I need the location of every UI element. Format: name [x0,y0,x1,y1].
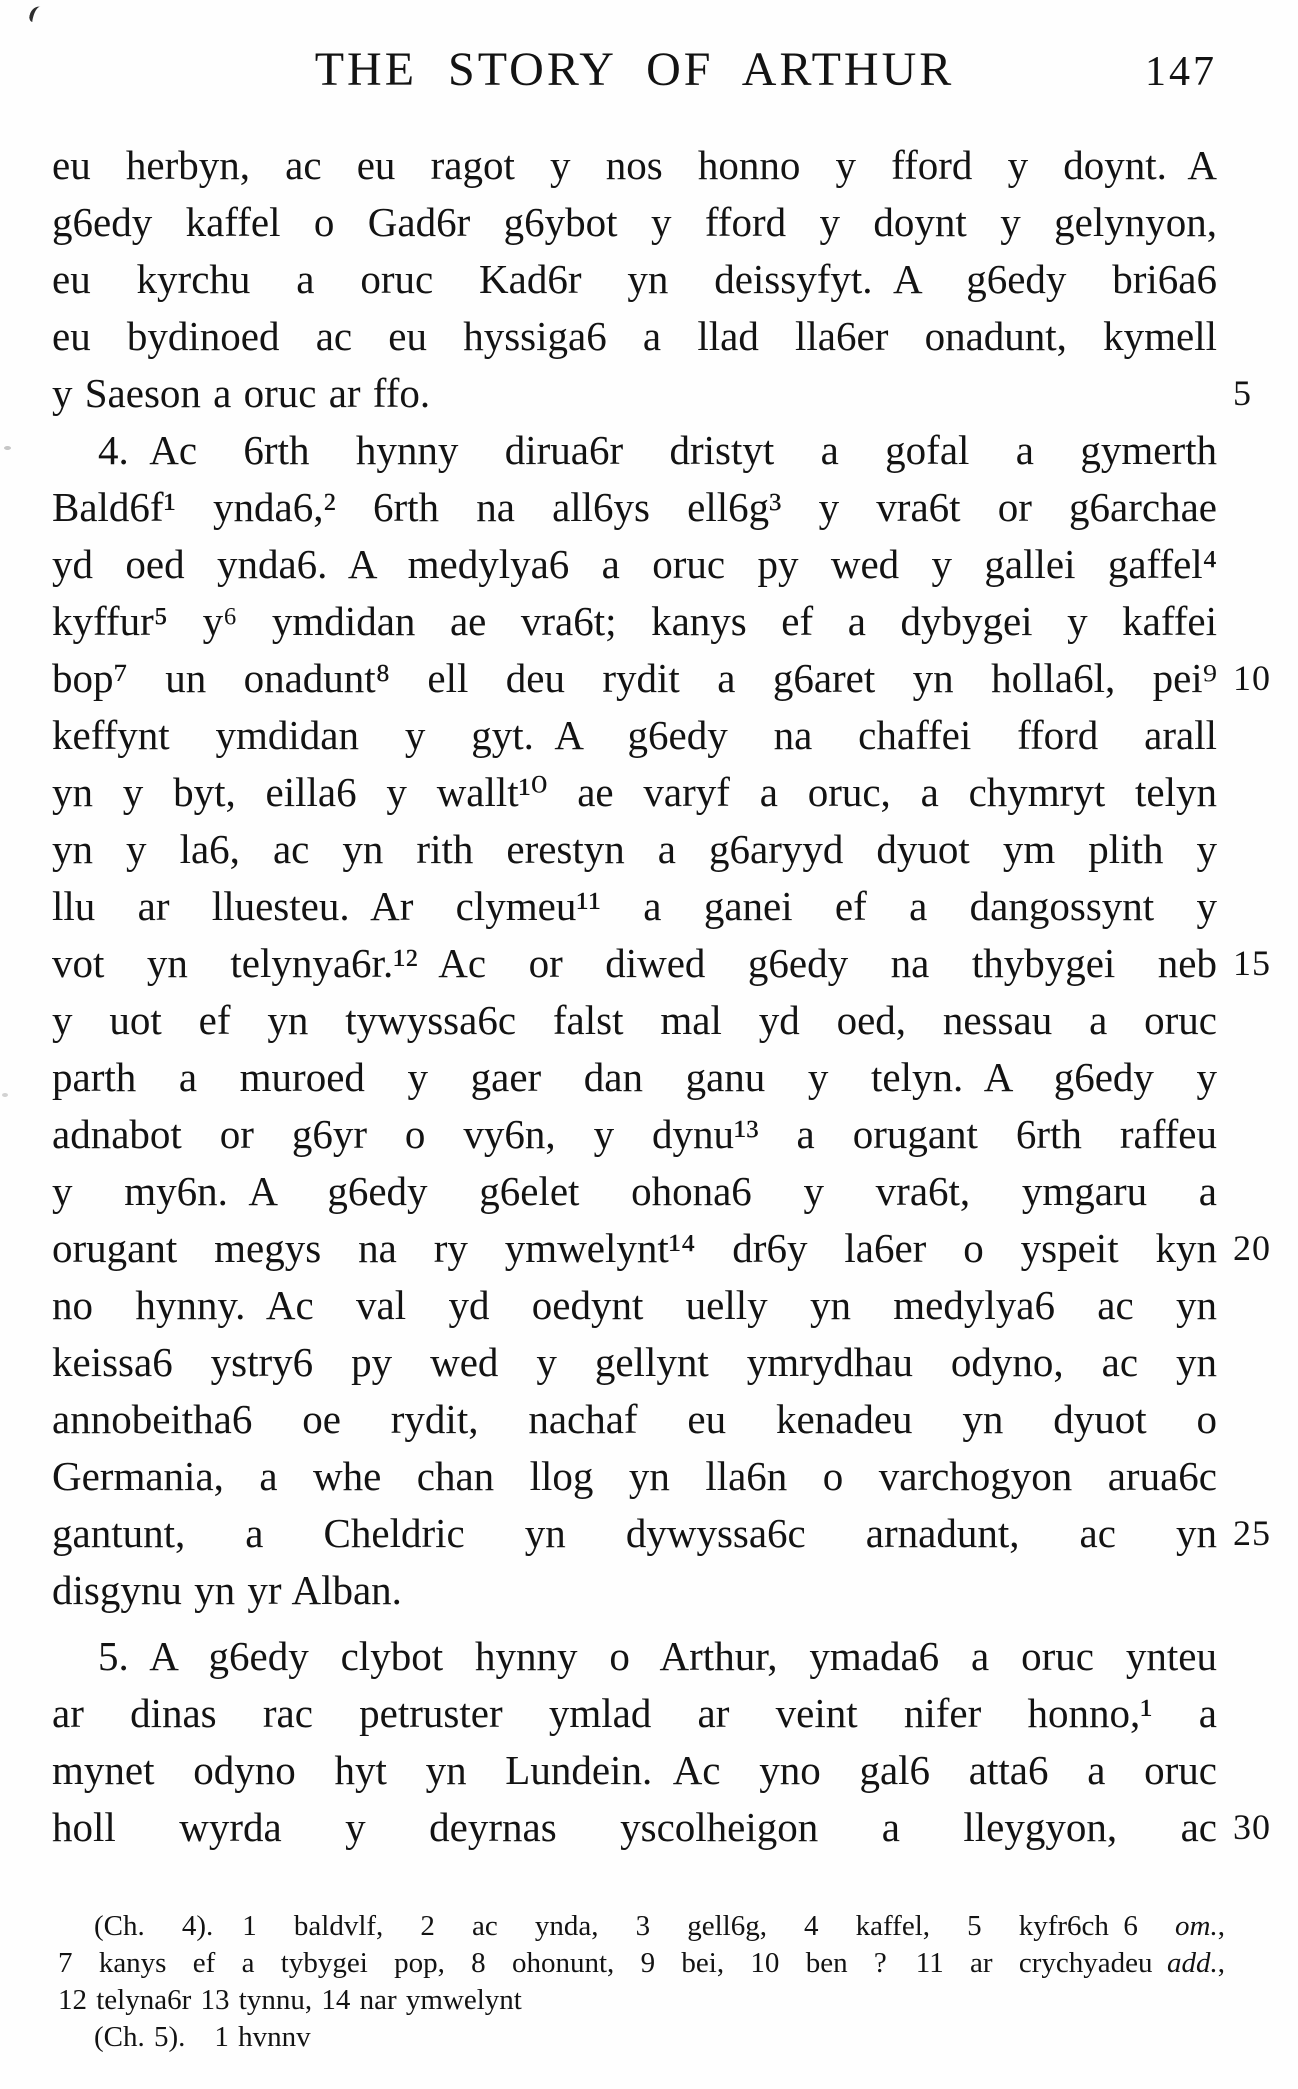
scan-artifact-speck [2,1093,8,1097]
footnote-text: (Ch. 5). 1 hvnnv [94,2021,311,2053]
margin-line-number: 15 [1233,943,1271,983]
text-line-text: yn y byt, eilla6 y wallt¹⁰ ae varyf a oruc, a chymryt telyn [52,769,1217,815]
text-line-text: y Saeson a oruc ar ffo. [52,370,431,416]
footnote-italic-abbrev: add. [1167,1947,1218,1979]
text-line-text: keissa6 ystry6 py wed y gellynt ymrydhau odyno, ac yn [52,1339,1217,1385]
text-line-text: 5. A g6edy clybot hynny o Arthur, ymada6 a oruc ynteu [98,1633,1217,1679]
footnote-text: , [1217,1910,1225,1942]
text-line [52,992,1217,1049]
text-line-text: yn y la6, ac yn rith erestyn a g6aryyd dyuot ym plith y [52,826,1217,872]
margin-line-number: 5 [1233,373,1252,413]
footnote-line [58,1982,1225,2019]
text-line-text: bop⁷ un onadunt⁸ ell deu rydit a g6aret yn holla6l, pei⁹ [52,655,1217,701]
page-number: 147 [1145,49,1217,95]
text-line-text: kyffur⁵ y⁶ ymdidan ae vra6t; kanys ef a dybygei y kaffei [52,598,1217,644]
text-line [52,194,1217,251]
margin-line-number: 30 [1233,1807,1271,1847]
margin-line-number: 20 [1233,1228,1271,1268]
text-line [52,1163,1217,1220]
footnote-line [58,1945,1225,1982]
text-line [52,1391,1217,1448]
text-line-text: parth a muroed y gaer dan ganu y telyn. A g6edy y [52,1054,1217,1100]
page-title: THE STORY OF ARTHUR [314,43,955,96]
text-column [52,137,1271,1856]
footnote-line [58,2019,1225,2056]
text-line [52,1220,1271,1277]
text-line [52,593,1217,650]
text-line-text: orugant megys na ry ymwelynt¹⁴ dr6y la6er o yspeit kyn [52,1225,1217,1271]
text-line [52,650,1271,707]
text-line [52,878,1217,935]
text-line-text: gantunt, a Cheldric yn dywyssa6c arnadunt, ac yn [52,1510,1217,1556]
text-line [52,1448,1217,1505]
text-line-text: Germania, a whe chan llog yn lla6n o varchogyon arua6c [52,1453,1217,1499]
text-line-text: eu kyrchu a oruc Kad6r yn deissyfyt. A g6edy bri6a6 [52,256,1217,302]
text-line [52,1742,1217,1799]
text-line [52,1799,1271,1856]
footnote-text: 7 kanys ef a tybygei pop, 8 ohonunt, 9 bei, 10 ben ? 11 ar crychyadeu [58,1947,1167,1979]
text-line [52,1685,1217,1742]
text-line-text: keffynt ymdidan y gyt. A g6edy na chaffei fford arall [52,712,1217,758]
text-line [52,1562,1217,1619]
text-line [52,764,1217,821]
text-line-paragraph-start [52,422,1217,479]
footnote-text: (Ch. 4). 1 baldvlf, 2 ac ynda, 3 gell6g, 4 kaffel, 5 kyfr6ch 6 [94,1910,1176,1942]
text-line [52,536,1217,593]
footnote-text: 12 telyna6r 13 tynnu, 14 nar ymwelynt [58,1984,522,2016]
text-line [52,308,1217,365]
text-line-text: vot yn telynya6r.¹² Ac or diwed g6edy na thybygei neb [52,940,1217,986]
text-line [52,1505,1271,1562]
text-line-text: annobeitha6 oe rydit, nachaf eu kenadeu yn dyuot o [52,1396,1217,1442]
text-line [52,1334,1217,1391]
text-line-text: y uot ef yn tywyssa6c falst mal yd oed, nessau a oruc [52,997,1217,1043]
text-line [52,1106,1217,1163]
text-line-text: yd oed ynda6. A medylya6 a oruc py wed y gallei gaffel⁴ [52,541,1217,587]
text-line [52,821,1217,878]
text-line-text: llu ar lluesteu. Ar clymeu¹¹ a ganei ef a dangossynt y [52,883,1217,929]
text-line-text: g6edy kaffel o Gad6r g6ybot y fford y doynt y gelynyon, [52,199,1217,245]
text-line-text: eu herbyn, ac eu ragot y nos honno y fford y doynt. A [52,142,1217,188]
footnote-italic-abbrev: om. [1175,1910,1218,1942]
text-line [52,1049,1217,1106]
text-line [52,251,1217,308]
text-line-text: eu bydinoed ac eu hyssiga6 a llad lla6er onadunt, kymell [52,313,1217,359]
text-line-text: 4. Ac 6rth hynny dirua6r dristyt a gofal a gymerth [98,427,1217,473]
text-line-text: Bald6f¹ ynda6,² 6rth na all6ys ell6g³ y vra6t or g6archae [52,484,1217,530]
text-line [52,1277,1217,1334]
text-line-text: disgynu yn yr Alban. [52,1567,402,1613]
text-line-text: y my6n. A g6edy g6elet ohona6 y vra6t, ymgaru a [52,1168,1217,1214]
text-line-text: no hynny. Ac val yd oedynt uelly yn medylya6 ac yn [52,1282,1217,1328]
margin-line-number: 10 [1233,658,1271,698]
page-header [52,42,1217,106]
text-line-text: adnabot or g6yr o vy6n, y dynu¹³ a orugant 6rth raffeu [52,1111,1217,1157]
text-line-text: mynet odyno hyt yn Lundein. Ac yno gal6 atta6 a oruc [52,1747,1217,1793]
margin-line-number: 25 [1233,1513,1271,1553]
footnote-line [58,1908,1225,1945]
footnotes [58,1908,1225,2056]
text-line-text: holl wyrda y deyrnas yscolheigon a lleygyon, ac [52,1804,1217,1850]
text-line [52,479,1217,536]
footnote-text: , [1217,1947,1225,1979]
scan-artifact-mark [28,5,45,25]
text-line [52,707,1217,764]
text-line-text: ar dinas rac petruster ymlad ar veint nifer honno,¹ a [52,1690,1217,1736]
scan-artifact-speck [4,446,11,450]
text-line-paragraph-start [52,1628,1217,1685]
text-line [52,365,1252,422]
text-line [52,935,1271,992]
text-line [52,137,1217,194]
